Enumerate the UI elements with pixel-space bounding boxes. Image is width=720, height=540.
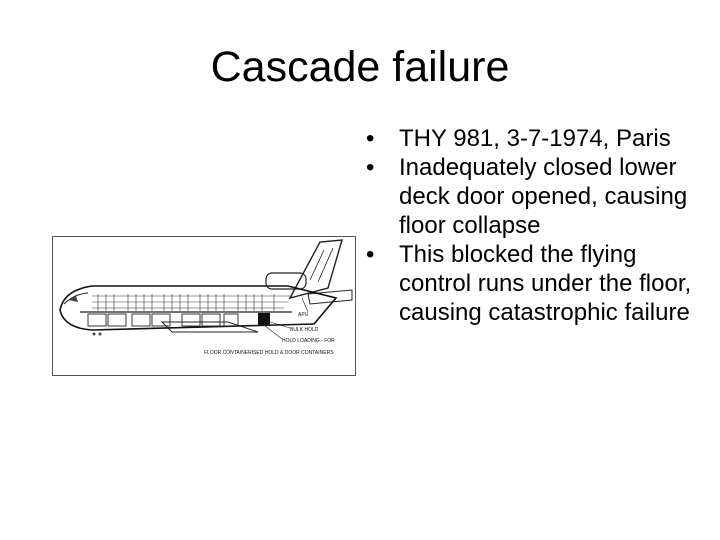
bullet-text: THY 981, 3-7-1974, Paris: [399, 125, 671, 152]
bullet-text: Inadequately closed lower deck door opened, causing floor collapse: [399, 154, 688, 239]
apu-label: APU: [298, 312, 309, 318]
bullet-marker: •: [366, 241, 375, 268]
aircraft-diagram: [52, 236, 356, 376]
lower-deck-containers: [88, 314, 238, 326]
bullet-marker: •: [366, 125, 375, 152]
bullet-item: [366, 124, 696, 153]
slide-title: Cascade failure: [210, 43, 510, 91]
bullet-item: [366, 240, 696, 327]
bullet-item: [366, 153, 696, 240]
bullet-text: This blocked the flying control runs under the floor, causing catastrophic failure: [399, 241, 692, 326]
aircraft-cutaway-figure: [52, 236, 356, 376]
cargo-hold-label: HOLD LOADING - FOR: [282, 338, 335, 344]
bullet-marker: •: [366, 154, 375, 181]
figure-caption: FLOOR CONTAINERISED HOLD & DOOR CONTAINERS: [204, 350, 334, 356]
rear-cargo-door: [258, 313, 270, 325]
bullet-list: [366, 124, 696, 327]
bulk-hold-label: BULK HOLD: [290, 327, 319, 333]
passenger-seats: [92, 294, 292, 311]
